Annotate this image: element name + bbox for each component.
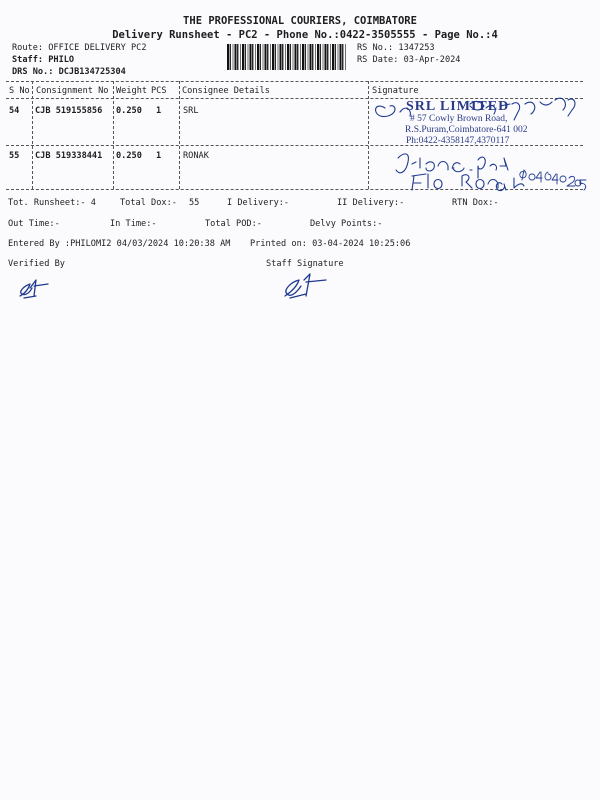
staff-signature-label: Staff Signature: [266, 259, 344, 269]
verified-by-signature: [20, 280, 48, 298]
staff-field: Staff: PHILO: [12, 55, 75, 65]
column-header-weight: Weight: [116, 86, 148, 96]
row-consignment-number: CJB 519155856: [35, 106, 103, 116]
barcode-bar: [230, 44, 231, 70]
row-weight: 0.250: [116, 106, 142, 116]
barcode-bar: [275, 44, 276, 70]
rs-date: RS Date: 03-Apr-2024: [357, 55, 461, 65]
row-consignee: SRL: [183, 106, 199, 116]
barcode-bar: [325, 44, 327, 70]
printed-on: Printed on: 03-04-2024 10:25:06: [250, 239, 411, 249]
barcode-bar: [248, 44, 249, 70]
barcode-bar: [312, 44, 313, 70]
barcode-bar: [327, 44, 328, 70]
col-divider: [32, 81, 33, 189]
col-divider: [368, 81, 369, 189]
row-sno: 54: [9, 106, 20, 116]
table-top-rule: [6, 81, 583, 82]
barcode-bar: [270, 44, 271, 70]
column-header-consignee: Consignee Details: [182, 86, 270, 96]
barcode-bar: [240, 44, 241, 70]
barcode-bar: [338, 44, 339, 70]
col-divider: [179, 81, 180, 189]
row-pcs: 1: [156, 151, 162, 161]
barcode-bar: [300, 44, 301, 70]
barcode-bar: [345, 44, 346, 70]
barcode-bar: [252, 44, 253, 70]
barcode-bar: [265, 44, 267, 70]
row-pcs: 1: [156, 106, 162, 116]
company-title: THE PROFESSIONAL COURIERS, COIMBATORE: [183, 15, 417, 27]
row2-handwritten-phone: [520, 170, 586, 190]
stamp-phone: Ph:0422-4358147,4370117: [406, 136, 510, 146]
stamp-address-line2: R.S.Puram,Coimbatore-641 002: [405, 125, 528, 135]
barcode-bar: [320, 44, 321, 70]
barcode-bar: [308, 44, 309, 70]
drs-number: DRS No.: DCJB134725304: [12, 67, 126, 77]
barcode-bar: [310, 44, 312, 70]
barcode-bar: [257, 44, 259, 70]
runsheet-title: Delivery Runsheet - PC2 - Phone No.:0422-3505555 - Page No.:4: [112, 29, 498, 41]
in-time-label: In Time:-: [110, 219, 157, 229]
column-header-signature: Signature: [372, 86, 419, 96]
barcode-bar: [323, 44, 324, 70]
out-time-label: Out Time:-: [8, 219, 60, 229]
barcode-bar: [267, 44, 268, 70]
barcode-bar: [295, 44, 297, 70]
barcode-bar: [263, 44, 264, 70]
barcode-bar: [250, 44, 252, 70]
barcode-bar: [245, 44, 246, 70]
rs-number: RS No.: 1347253: [357, 43, 435, 53]
barcode-bar: [272, 44, 274, 70]
verified-by-label: Verified By: [8, 259, 65, 269]
barcode-bar: [227, 44, 229, 70]
barcode-bar: [317, 44, 319, 70]
barcode-bar: [340, 44, 342, 70]
stamp-name: SRL LIMITED: [406, 99, 510, 114]
barcode-bar: [233, 44, 234, 70]
barcode-bar: [287, 44, 289, 70]
barcode-bar: [242, 44, 244, 70]
barcode-image: [227, 44, 346, 70]
barcode-bar: [282, 44, 283, 70]
route-field: Route: OFFICE DELIVERY PC2: [12, 43, 147, 53]
barcode-bar: [342, 44, 343, 70]
barcode-bar: [280, 44, 282, 70]
barcode-bar: [330, 44, 331, 70]
total-pod-label: Total POD:-: [205, 219, 262, 229]
barcode-bar: [235, 44, 237, 70]
barcode-bar: [305, 44, 306, 70]
column-header-pcs: PCS: [151, 86, 167, 96]
total-dox-label: Total Dox:-: [120, 198, 177, 208]
row-consignee: RONAK: [183, 151, 209, 161]
entered-by: Entered By :PHILOMI2 04/03/2024 10:20:38 AM: [8, 239, 231, 249]
row-weight: 0.250: [116, 151, 142, 161]
barcode-bar: [302, 44, 304, 70]
table-bottom-rule: [6, 189, 583, 190]
barcode-bar: [285, 44, 286, 70]
barcode-bar: [332, 44, 334, 70]
row-sno: 55: [9, 151, 20, 161]
barcode-bar: [297, 44, 298, 70]
col-divider: [113, 81, 114, 189]
row-consignment-number: CJB 519338441: [35, 151, 103, 161]
row2-handwritten-name: [396, 154, 508, 178]
total-dox-value: 55: [189, 198, 200, 208]
barcode-bar: [335, 44, 336, 70]
barcode-bar: [315, 44, 316, 70]
ii-delivery-label: II Delivery:-: [337, 198, 405, 208]
barcode-bar: [260, 44, 261, 70]
barcode-bar: [237, 44, 238, 70]
stamp-address-line1: # 57 Cowly Brown Road,: [410, 114, 508, 124]
i-delivery-label: I Delivery:-: [227, 198, 290, 208]
column-header-sno: S No: [9, 86, 30, 96]
staff-signature-mark: [285, 274, 326, 298]
delivery-points-label: Delvy Points:-: [310, 219, 383, 229]
barcode-bar: [278, 44, 279, 70]
barcode-bar: [290, 44, 291, 70]
rtn-dox-label: RTN Dox:-: [452, 198, 499, 208]
barcode-bar: [293, 44, 294, 70]
column-header-consignment: Consignment No: [36, 86, 109, 96]
total-runsheet: Tot. Runsheet:- 4: [8, 198, 96, 208]
barcode-bar: [255, 44, 256, 70]
